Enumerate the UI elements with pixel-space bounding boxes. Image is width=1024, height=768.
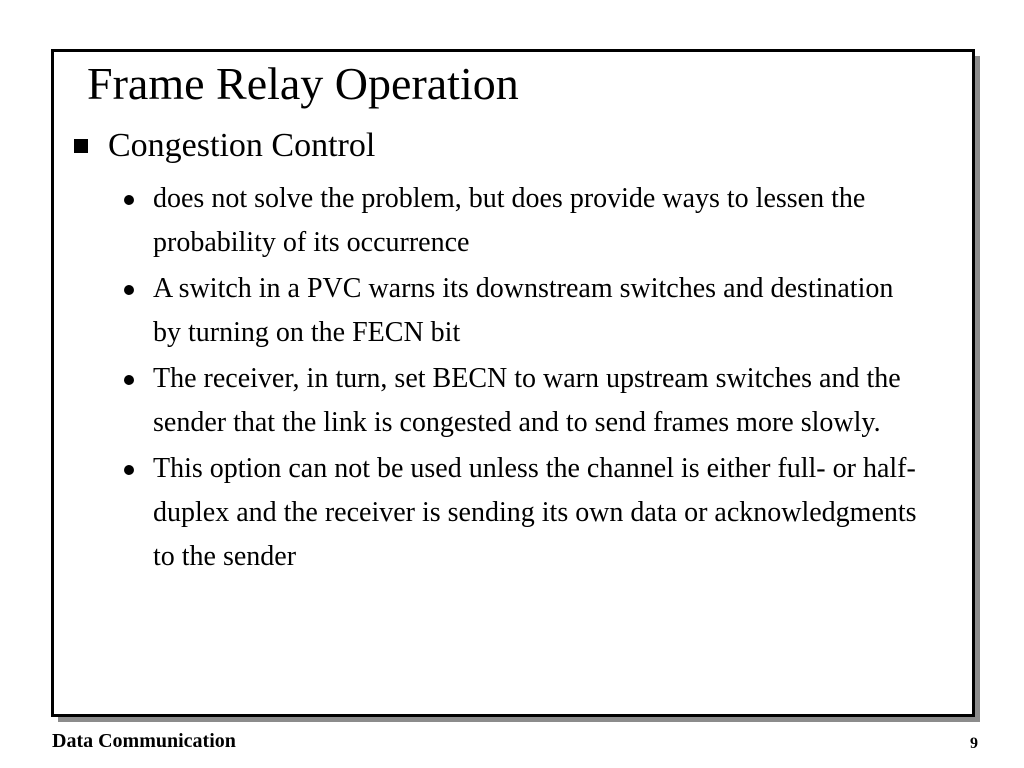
sub-point <box>124 453 924 579</box>
sub-point-list <box>124 183 924 587</box>
sub-point-text: A switch in a PVC warns its downstream switches and destination by turning on the FECN bit <box>153 273 894 348</box>
square-bullet-icon <box>74 139 88 153</box>
slide-title: Frame Relay Operation <box>87 58 519 109</box>
footer-course-title: Data Communication <box>52 730 236 752</box>
sub-point-text: This option can not be used unless the channel is either full- or half-duplex and the receiver is sending its own data or acknowledgments to the sender <box>153 453 917 572</box>
dot-bullet-icon <box>124 195 134 205</box>
dot-bullet-icon <box>124 375 134 385</box>
sub-point <box>124 363 924 445</box>
main-point <box>74 125 375 167</box>
sub-point-text: The receiver, in turn, set BECN to warn upstream switches and the sender that the link is congested and to send frames more slowly. <box>153 363 901 438</box>
main-point-label: Congestion Control <box>108 127 376 164</box>
sub-point <box>124 273 924 355</box>
sub-point <box>124 183 924 265</box>
dot-bullet-icon <box>124 285 134 295</box>
sub-point-text: does not solve the problem, but does provide ways to lessen the probability of its occurrence <box>153 183 866 258</box>
dot-bullet-icon <box>124 465 134 475</box>
footer-page-number: 9 <box>970 735 978 752</box>
